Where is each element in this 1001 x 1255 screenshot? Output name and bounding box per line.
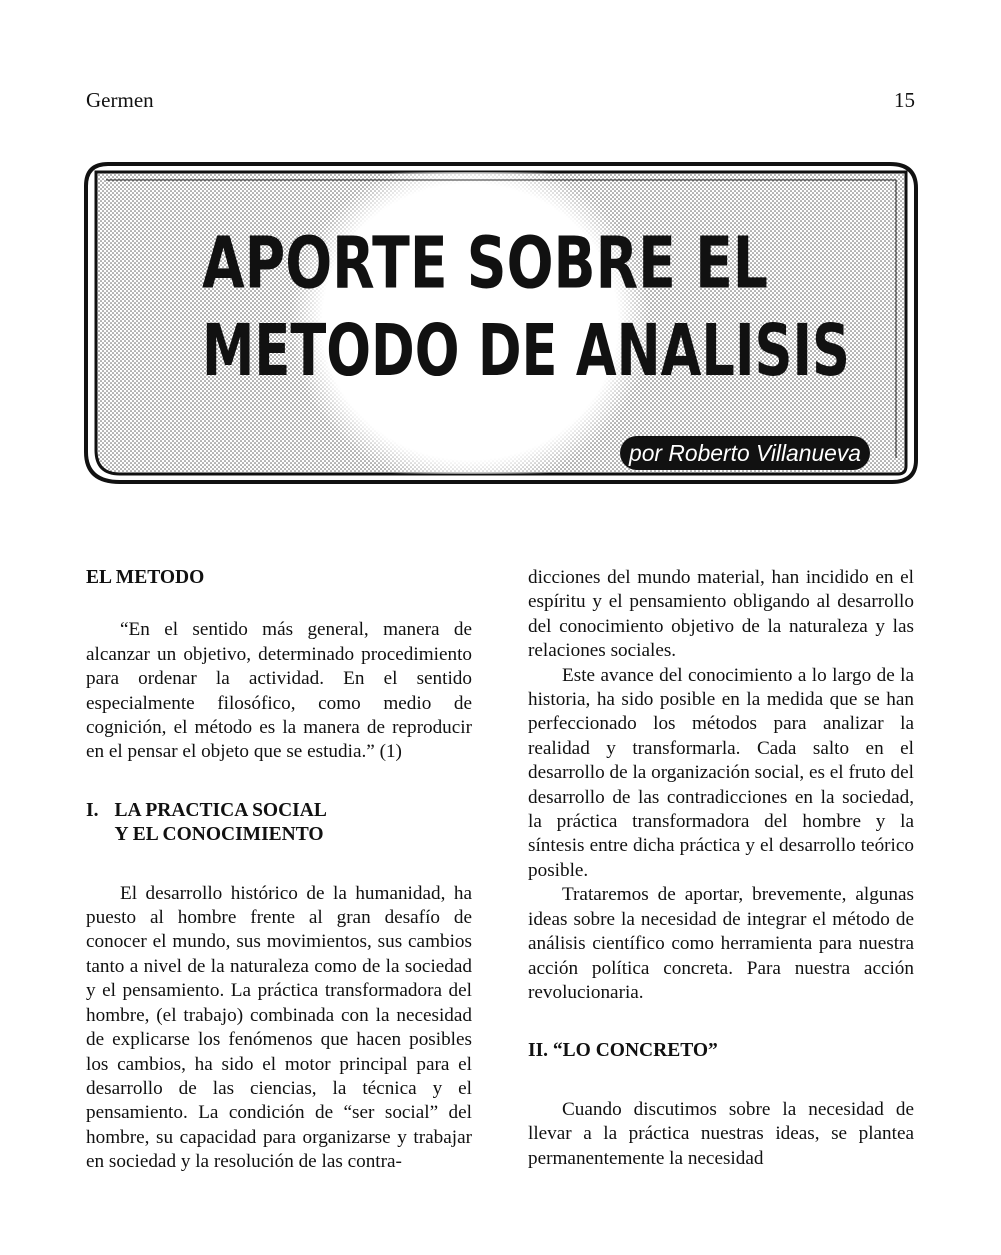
section-1-title-line1: LA PRACTICA SOCIAL [114,799,327,821]
heading-el-metodo: EL METODO [86,567,205,588]
paragraph-continued: dicciones del mundo material, han incidido en el espíritu y el pensamiento obligando al desarrollo del conocimiento objetivo de la naturaleza y las relaciones sociales. [528,567,914,662]
byline: por Roberto Villanueva [628,440,861,466]
page-number: 15 [894,88,915,112]
section-1-heading [86,799,472,848]
banner-title-line2: METODO DE ANALISIS [202,309,850,393]
definition-quote: “En el sentido más general, manera de alcanzar un objetivo, determinado procedimiento para ordenar la actividad. En el sentido especialmente filosófico, como medio de cognición, el método es la manera de reproducir en el pensar el objeto que se estudia.” (1) [86,619,472,763]
running-head [86,88,915,118]
paragraph-desarrollo: El desarrollo histórico de la humanidad, ha puesto al hombre frente al gran desafío de conocer el mundo, sus movimientos, sus cambios tanto a nivel de la naturaleza como de la sociedad y el pensamiento. La práctica transformadora del hombre, (el trabajo) combinada con la necesidad de explicarse los fenómenos que hacen posibles los cambios, ha sido el motor principal para el desarrollo de las ciencias, la técnica y el pensamiento. La condición de “ser social” del hombre, su capacidad para organizarse y trabajar en sociedad y la resolución de las contra- [86,882,472,1173]
left-column [86,566,472,1175]
section-1-title-line2: Y EL CONOCIMIENTO [114,824,324,846]
title-banner [80,160,922,488]
paragraph-avance: Este avance del conocimiento a lo largo de la historia, ha sido posible en la medida que se han perfeccionado los métodos para analizar la realidad y transformarla. Cada salto en el desarrollo de la organización social, es el fruto del desarrollo de las contradicciones en la sociedad, la práctica transformadora del hombre y la síntesis entre dicha práctica y el desarrollo teórico posible. [528,664,914,881]
journal-name: Germen [86,88,154,112]
right-column [528,566,914,1171]
section-2-heading: II. “LO CONCRETO” [528,1040,718,1062]
section-1-number: I. [86,799,99,821]
banner-title-line1: APORTE SOBRE EL [202,222,768,306]
paragraph-cuando: Cuando discutimos sobre la necesidad de llevar a la práctica nuestras ideas, se plantea permanentemente la necesidad [528,1098,914,1169]
paragraph-trataremos: Trataremos de aportar, brevemente, algunas ideas sobre la necesidad de integrar el método de análisis científico como herramienta para nuestra acción política concreta. Para nuestra acción revolucionaria. [528,884,914,1003]
